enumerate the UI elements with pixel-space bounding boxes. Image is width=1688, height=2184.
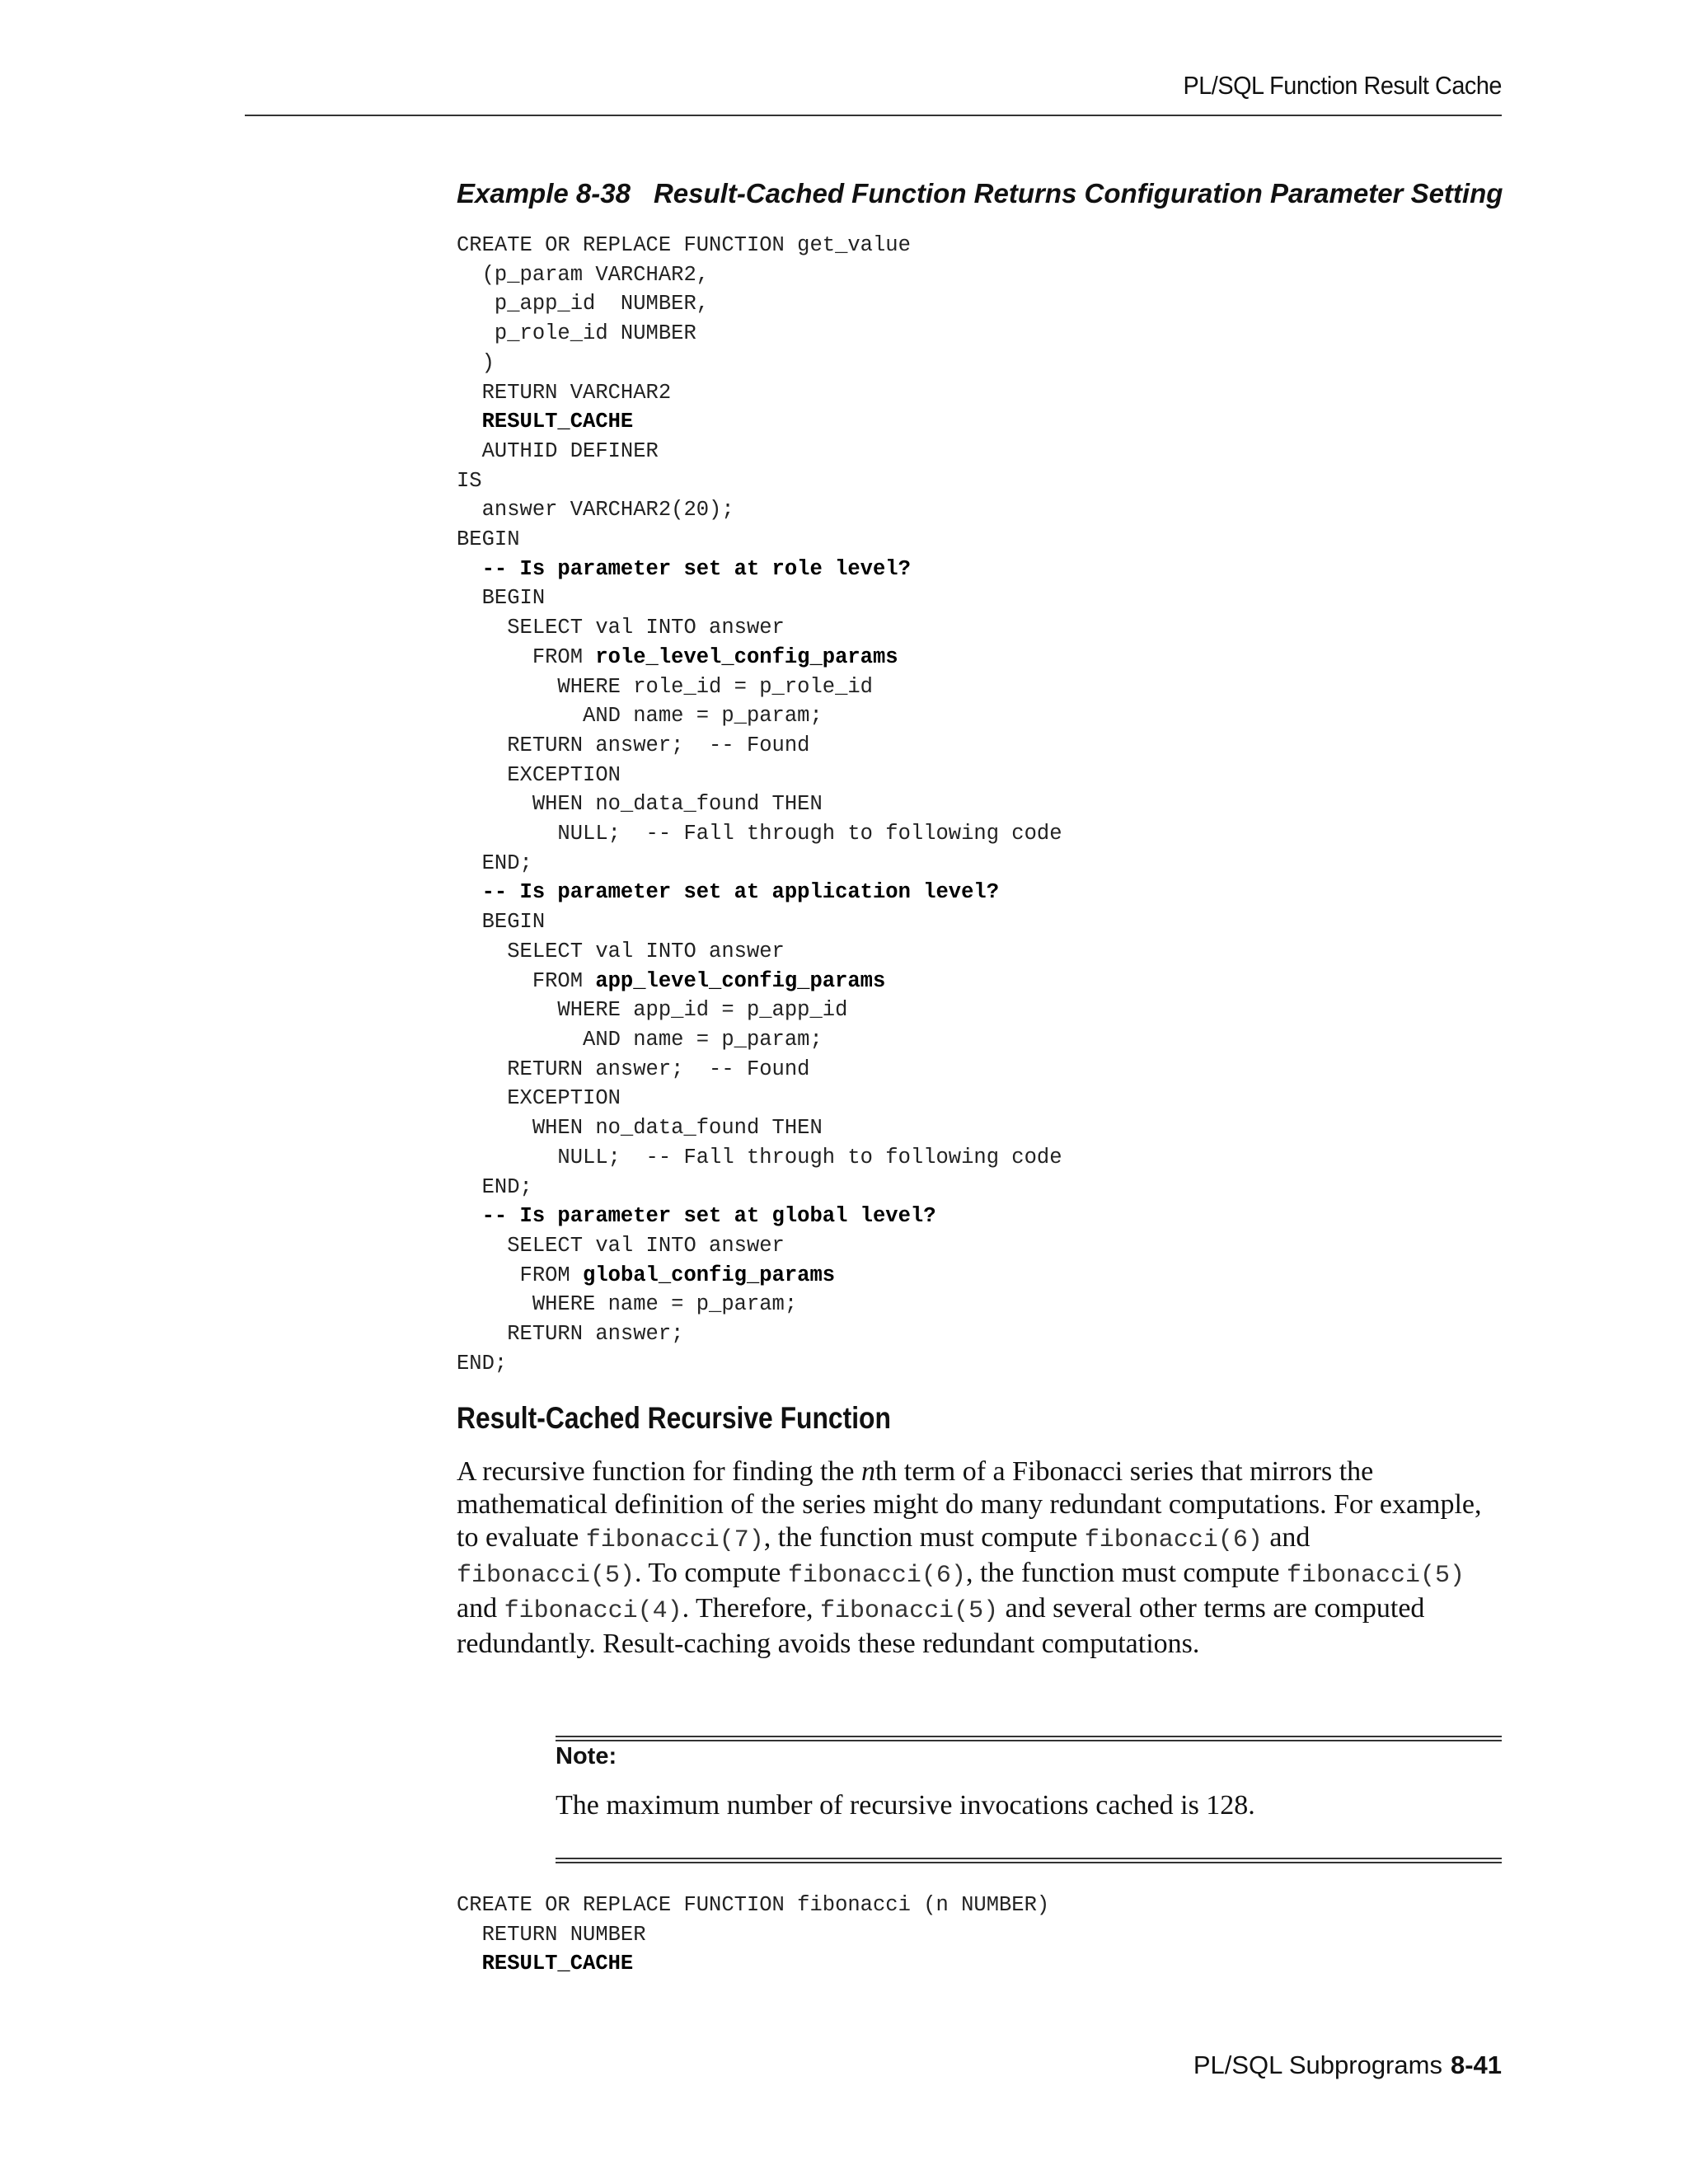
code-fragment: FROM: [457, 1263, 584, 1287]
page-number: 8-41: [1450, 2050, 1502, 2079]
inline-code: fibonacci(5): [820, 1597, 999, 1625]
code-fragment: app_level_config_params: [595, 968, 886, 993]
example-number: Example 8-38: [457, 178, 631, 209]
code-line: RETURN NUMBER: [457, 1922, 646, 1947]
paragraph-text: and several other terms are computed redundantly. Result-caching avoids these redundant computations.: [457, 1593, 1425, 1659]
code-line: EXCEPTION: [457, 762, 621, 787]
code-line: AUTHID DEFINER: [457, 438, 659, 463]
code-line: END;: [457, 1174, 532, 1199]
code-line: SELECT val INTO answer: [457, 1233, 785, 1258]
example-code-block: [457, 231, 1062, 1378]
example-title: Result-Cached Function Returns Configuration Parameter Setting: [653, 178, 1503, 209]
code-line: BEGIN: [457, 910, 546, 935]
code-fragment: FROM: [457, 968, 596, 993]
code-line: SELECT val INTO answer: [457, 939, 785, 963]
paragraph-text: and: [1262, 1522, 1311, 1553]
code-line: RETURN answer;: [457, 1322, 684, 1347]
note-label: Note:: [556, 1743, 617, 1769]
code-line: IS: [457, 468, 482, 493]
fibonacci-code-block: [457, 1891, 1049, 1979]
note-top-rule: [556, 1736, 1502, 1741]
code-line: [457, 969, 885, 993]
code-line: BEGIN: [457, 527, 520, 552]
inline-code: fibonacci(7): [585, 1526, 764, 1554]
code-line: END;: [457, 1351, 508, 1376]
code-line: AND name = p_param;: [457, 704, 823, 729]
code-line: (p_param VARCHAR2,: [457, 262, 710, 287]
code-line: AND name = p_param;: [457, 1027, 823, 1052]
code-line: WHEN no_data_found THEN: [457, 792, 823, 817]
code-line: RESULT_CACHE: [457, 1952, 634, 1976]
paragraph-text: , the function must compute: [965, 1558, 1287, 1588]
paragraph-text: n: [860, 1456, 875, 1487]
example-caption: [457, 178, 1503, 209]
code-line: END;: [457, 851, 532, 875]
paragraph-text: . To compute: [635, 1558, 788, 1588]
code-fragment: FROM: [457, 644, 596, 669]
code-line: RESULT_CACHE: [457, 410, 634, 434]
code-line: EXCEPTION: [457, 1086, 621, 1111]
paragraph-text: A recursive function for finding the: [457, 1456, 861, 1487]
code-line: p_app_id NUMBER,: [457, 292, 710, 316]
code-line: WHEN no_data_found THEN: [457, 1116, 823, 1141]
code-line: SELECT val INTO answer: [457, 616, 785, 640]
note-bottom-rule: [556, 1858, 1502, 1863]
header-rule: [245, 115, 1502, 116]
code-line: p_role_id NUMBER: [457, 321, 696, 346]
inline-code: fibonacci(4): [504, 1597, 682, 1625]
inline-code: fibonacci(6): [1084, 1526, 1263, 1554]
code-line: [457, 1263, 835, 1287]
section-paragraph: [457, 1455, 1502, 1661]
inline-code: fibonacci(5): [1287, 1562, 1465, 1590]
code-line: -- Is parameter set at global level?: [457, 1204, 936, 1229]
code-fragment: role_level_config_params: [595, 644, 898, 669]
code-line: answer VARCHAR2(20);: [457, 498, 734, 523]
code-line: CREATE OR REPLACE FUNCTION get_value: [457, 233, 911, 257]
code-line: WHERE role_id = p_role_id: [457, 674, 873, 699]
paragraph-text: . Therefore,: [682, 1593, 821, 1624]
footer-section: PL/SQL Subprograms: [1193, 2050, 1442, 2079]
page-footer: [1071, 2050, 1502, 2080]
code-line: ): [457, 350, 495, 375]
code-line: RETURN answer; -- Found: [457, 1057, 810, 1081]
code-line: BEGIN: [457, 586, 546, 611]
note-text: The maximum number of recursive invocations cached is 128.: [556, 1790, 1255, 1821]
running-header: PL/SQL Function Result Cache: [1183, 71, 1502, 100]
code-fragment: global_config_params: [583, 1263, 836, 1287]
code-line: NULL; -- Fall through to following code: [457, 822, 1062, 846]
code-line: WHERE app_id = p_app_id: [457, 998, 848, 1023]
paragraph-text: and: [457, 1593, 504, 1624]
code-line: WHERE name = p_param;: [457, 1292, 798, 1317]
code-line: -- Is parameter set at role level?: [457, 556, 911, 581]
code-line: CREATE OR REPLACE FUNCTION fibonacci (n NUMBER): [457, 1893, 1050, 1917]
code-line: RETURN answer; -- Found: [457, 733, 810, 757]
code-line: [457, 645, 898, 669]
paragraph-text: th term of a Fibonacci series that mirrors the mathematical definition of the series might do many redundant computations. For example, to evaluate: [457, 1456, 1482, 1553]
section-heading: Result-Cached Recursive Function: [457, 1401, 891, 1435]
paragraph-text: , the function must compute: [763, 1522, 1085, 1553]
inline-code: fibonacci(6): [787, 1562, 966, 1590]
code-line: NULL; -- Fall through to following code: [457, 1145, 1062, 1169]
code-line: RETURN VARCHAR2: [457, 380, 672, 405]
inline-code: fibonacci(5): [457, 1562, 635, 1590]
code-line: -- Is parameter set at application level?: [457, 880, 1000, 905]
